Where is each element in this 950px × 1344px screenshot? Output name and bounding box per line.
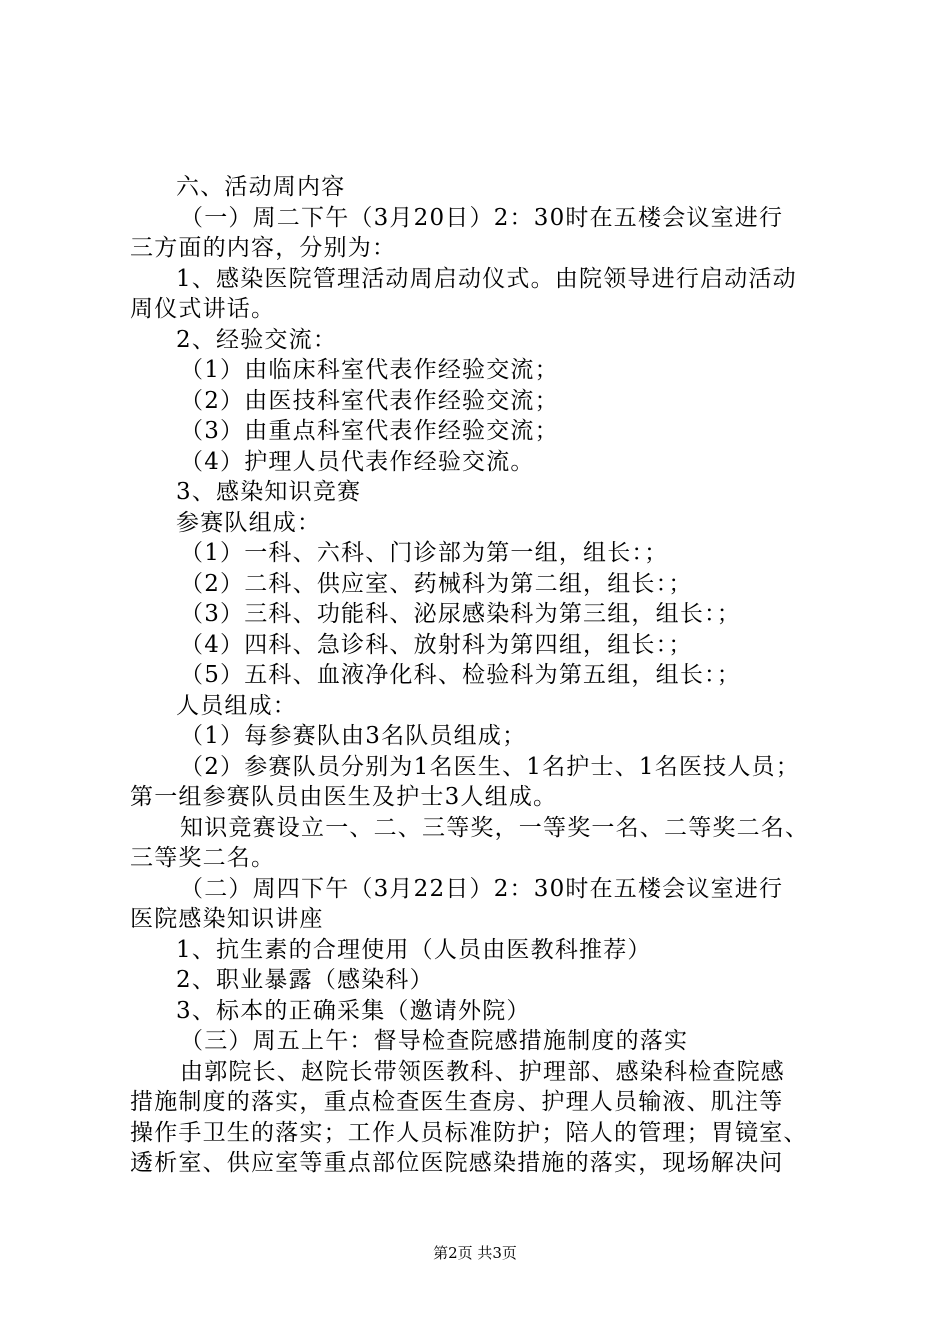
list-item: （2）参赛队员分别为1名医生、1名护士、1名医技人员； [180, 753, 800, 780]
list-item: （4）护理人员代表作经验交流。 [180, 448, 535, 475]
paragraph-line: 周仪式讲话。 [130, 296, 276, 322]
paragraph-line: 3、感染知识竞赛 [176, 479, 362, 505]
paragraph-line: 三等奖二名。 [130, 845, 276, 871]
paragraph-line: 措施制度的落实，重点检查医生查房、护理人员输液、肌注等 [130, 1089, 784, 1115]
list-item: 1、抗生素的合理使用（人员由医教科推荐） [176, 936, 652, 963]
paragraph-line: 第一组参赛队员由医生及护士3人组成。 [130, 784, 558, 810]
list-item: （3）由重点科室代表作经验交流； [180, 418, 559, 444]
paragraph-line: （三）周五上午：督导检查院感措施制度的落实 [180, 1028, 689, 1054]
list-item: 2、职业暴露（感染科） [176, 967, 434, 993]
paragraph-line: 参赛队组成： [176, 509, 322, 536]
document-body [130, 172, 850, 1179]
page-number-footer: 第2页 共3页 [433, 1244, 517, 1262]
paragraph-line: 医院感染知识讲座 [130, 906, 324, 932]
list-item: （4）四科、急诊科、放射科为第四组，组长：； [180, 631, 693, 658]
list-item: 3、标本的正确采集（邀请外院） [176, 997, 531, 1024]
paragraph-line: 知识竞赛设立一、二、三等奖，一等奖一名、二等奖二名、 [180, 814, 810, 841]
paragraph-line: 由郭院长、赵院长带领医教科、护理部、感染科检查院感 [180, 1058, 785, 1085]
section-heading: 六、活动周内容 [176, 174, 346, 200]
paragraph-line: 操作手卫生的落实；工作人员标准防护；陪人的管理；胃镜室、 [130, 1119, 808, 1146]
list-item: （1）由临床科室代表作经验交流； [180, 357, 559, 383]
list-item: （5）五科、血液净化科、检验科为第五组，组长：； [180, 662, 741, 688]
paragraph-line: 透析室、供应室等重点部位医院感染措施的落实，现场解决问 [130, 1150, 784, 1176]
paragraph-line: 1、感染医院管理活动周启动仪式。由院领导进行启动活动 [176, 265, 797, 292]
list-item: （1）每参赛队由3名队员组成； [180, 723, 527, 749]
list-item: （2）由医技科室代表作经验交流； [180, 387, 559, 414]
paragraph-line: 2、经验交流： [176, 326, 338, 353]
paragraph-line: 三方面的内容，分别为： [130, 235, 397, 261]
paragraph-line: （二）周四下午（3月22日）2：30时在五楼会议室进行 [180, 875, 784, 902]
list-item: （2）二科、供应室、药械科为第二组，组长：； [180, 570, 693, 597]
paragraph-line: 人员组成： [176, 692, 297, 719]
paragraph-line: （一）周二下午（3月20日）2：30时在五楼会议室进行 [180, 204, 784, 231]
list-item: （3）三科、功能科、泌尿感染科为第三组，组长：； [180, 601, 741, 627]
list-item: （1）一科、六科、门诊部为第一组，组长：； [180, 540, 669, 566]
